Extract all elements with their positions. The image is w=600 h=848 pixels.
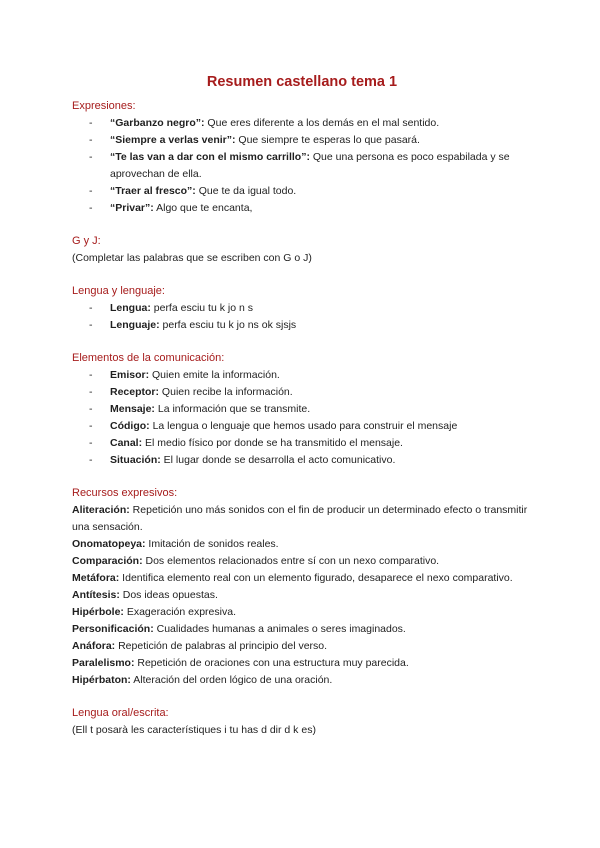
list-item: - Lengua: perfa esciu tu k jo n s [89,302,253,314]
section-elementos [72,350,532,469]
expresiones-list [72,115,532,217]
section-note: (Ell t posarà les característiques i tu has d dir d k es) [72,724,316,736]
section-recursos [72,485,532,689]
item-term: Onomatopeya: [72,538,146,550]
item-term: Paralelismo: [72,657,135,669]
section-heading: Recursos expresivos: [72,487,178,499]
item-term: “Privar”: [110,202,154,214]
section-heading: G y J: [72,235,101,247]
list-item: - “Privar”: Algo que te encanta, [89,202,253,214]
section-lengua-oral [72,705,532,739]
list-item: - Situación: El lugar donde se desarrolla el acto comunicativo. [89,454,396,466]
item-text: El lugar donde se desarrolla el acto comunicativo. [160,454,396,466]
section-heading: Lengua oral/escrita: [72,707,169,719]
section-heading: Lengua y lenguaje: [72,285,165,297]
recurso-entry [72,672,532,689]
recurso-entry [72,604,532,621]
item-term: Situación: [110,454,161,466]
section-note: (Completar las palabras que se escriben con G o J) [72,252,312,264]
recurso-entry [72,570,532,587]
item-text: Dos ideas opuestas. [119,589,218,601]
item-text: Quien emite la información. [149,369,280,381]
item-text: Que una persona es poco espabilada y se aprovechan de ella. [110,151,510,180]
item-text: perfa esciu tu k jo ns ok sjsjs [159,319,297,331]
item-text: La información que se transmite. [154,403,311,415]
section-heading: Expresiones: [72,100,136,112]
page-title: Resumen castellano tema 1 [206,74,398,90]
item-term: Anáfora: [72,640,116,652]
item-text: Algo que te encanta, [153,202,253,214]
item-text: Alteración del orden lógico de una oración. [130,674,333,686]
item-text: Quien recibe la información. [159,386,293,398]
item-text: Repetición de palabras al principio del verso. [115,640,328,652]
item-term: Personificación: [72,623,154,635]
recurso-entry [72,587,532,604]
item-term: Comparación: [72,555,143,567]
list-item: - Código: La lengua o lenguaje que hemos usado para construir el mensaje [89,420,458,432]
item-text: La lengua o lenguaje que hemos usado para construir el mensaje [149,420,458,432]
item-term: Canal: [110,437,143,449]
list-item: - “Traer al fresco”: Que te da igual todo. [89,185,297,197]
list-item: - Mensaje: La información que se transmite. [89,403,311,415]
list-item: - Canal: El medio físico por donde se ha transmitido el mensaje. [89,437,403,449]
item-text: El medio físico por donde se ha transmitido el mensaje. [142,437,403,449]
item-term: Receptor: [110,386,160,398]
list-item: - “Garbanzo negro”: Que eres diferente a los demás en el mal sentido. [89,117,440,129]
elementos-list [72,367,532,469]
lengua-list [72,300,532,334]
document-page [72,72,532,755]
item-text: Dos elementos relacionados entre sí con un nexo comparativo. [142,555,440,567]
section-lengua [72,283,532,334]
section-heading: Elementos de la comunicación: [72,352,225,364]
item-term: Lengua: [110,302,151,314]
item-text: Cualidades humanas a animales o seres imaginados. [153,623,406,635]
list-item: - Lenguaje: perfa esciu tu k jo ns ok sjsjs [89,319,297,331]
item-term: Emisor: [110,369,150,381]
recurso-entry [72,638,532,655]
item-term: “Garbanzo negro”: [110,117,205,129]
item-term: “Traer al fresco”: [110,185,196,197]
recurso-entry [72,621,532,638]
section-expresiones [72,98,532,217]
list-item: - “Siempre a verlas venir”: Que siempre te esperas lo que pasará. [89,134,420,146]
item-text: Que eres diferente a los demás en el mal sentido. [204,117,440,129]
item-text: Que te da igual todo. [195,185,297,197]
item-text: Identifica elemento real con un elemento figurado, desaparece el nexo comparativo. [119,572,513,584]
item-term: Hipérbole: [72,606,124,618]
item-term: Hipérbaton: [72,674,131,686]
list-item: - “Te las van a dar con el mismo carrillo”: Que una persona es poco espabilada y se aprovechan de ella. [89,151,510,180]
recurso-entry [72,536,532,553]
section-g-y-j [72,233,532,267]
recurso-entry [72,502,532,536]
item-term: Antítesis: [72,589,120,601]
item-term: Aliteración: [72,504,130,516]
item-term: “Siempre a verlas venir”: [110,134,236,146]
item-term: Código: [110,420,150,432]
item-text: Exageración expresiva. [123,606,236,618]
item-text: Imitación de sonidos reales. [145,538,279,550]
item-text: perfa esciu tu k jo n s [150,302,253,314]
item-term: Metáfora: [72,572,120,584]
item-term: Mensaje: [110,403,155,415]
recurso-entry [72,655,532,672]
item-text: Repetición uno más sonidos con el fin de producir un determinado efecto o transmitir una sensación. [72,504,528,533]
recurso-entry [72,553,532,570]
item-term: Lenguaje: [110,319,160,331]
item-text: Que siempre te esperas lo que pasará. [235,134,420,146]
item-term: “Te las van a dar con el mismo carrillo”: [110,151,310,163]
list-item: - Receptor: Quien recibe la información. [89,386,293,398]
list-item: - Emisor: Quien emite la información. [89,369,280,381]
item-text: Repetición de oraciones con una estructura muy parecida. [134,657,409,669]
